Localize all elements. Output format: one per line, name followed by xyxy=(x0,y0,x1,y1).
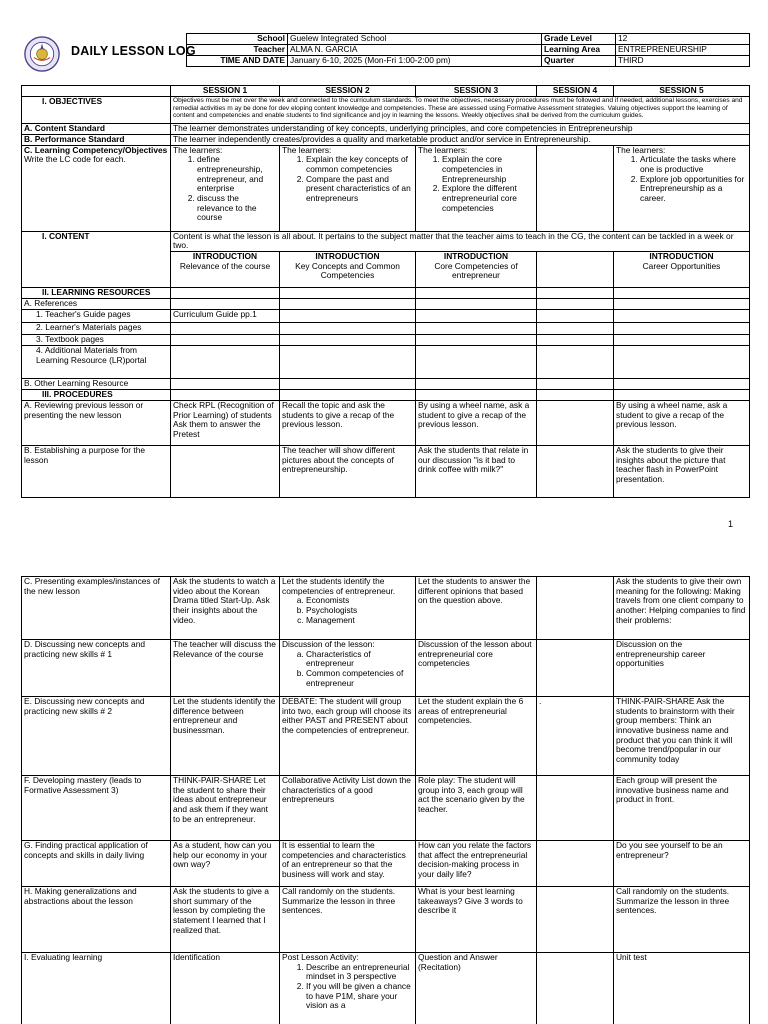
proc-i-label: I. Evaluating learning xyxy=(22,953,171,1024)
proc-h-s1: Ask the students to give a short summary of the lesson by completing the statement I learned that I realized that. xyxy=(171,887,280,953)
content-text: Content is what the lesson is all about. It pertains to the subject matter that the teacher aims to teach in the CG, the content can be tackled in a week or two. xyxy=(171,231,750,251)
competency-label-cell xyxy=(22,145,171,231)
school-label: School xyxy=(187,34,288,45)
proc-a-s5: By using a wheel name, ask a student to give a recap of the previous lesson. xyxy=(614,400,750,445)
header-table xyxy=(186,33,750,67)
time-date-label: TIME AND DATE xyxy=(187,56,288,67)
competency-s3-item: 2. Explore the different entrepreneurial core competencies xyxy=(442,184,534,213)
proc-e-label: E. Discussing new concepts and practicing new skills # 2 xyxy=(22,697,171,776)
proc-i-s5: Unit test xyxy=(614,953,750,1024)
content-s4 xyxy=(537,251,614,287)
page-number: 1 xyxy=(728,519,734,529)
proc-b-s5: Ask the students to give their insights about the picture that teacher flash in PowerPoint presentation. xyxy=(614,445,750,497)
competency-s1-item: 2. discuss the relevance to the course xyxy=(197,194,277,223)
proc-a-label: A. Reviewing previous lesson or presenting the new lesson xyxy=(22,400,171,445)
content-s5 xyxy=(614,251,750,287)
proc-f-s3: Role play: The student will group into 3, each group will act the scenario given by the teacher. xyxy=(416,776,537,841)
grade-level-label: Grade Level xyxy=(542,34,616,45)
competency-s2-item: 2. Compare the past and present characteristics of an entrepreneurs xyxy=(306,175,413,204)
proc-a-s2: Recall the topic and ask the students to give a recap of the previous lesson. xyxy=(280,400,416,445)
content-s3-topic: Core Competencies of entrepreneur xyxy=(434,260,518,281)
content-s1-topic: Relevance of the course xyxy=(179,260,271,271)
resources-label: II. LEARNING RESOURCES xyxy=(22,287,171,298)
proc-i-s2-item: 2. If you will be given a chance to have P1M, share your vision as a xyxy=(306,982,413,1011)
deped-seal-icon xyxy=(24,36,60,72)
objectives-label: I. OBJECTIVES xyxy=(22,96,171,123)
proc-f-s2: Collaborative Activity List down the characteristics of a good entrepreneurs xyxy=(280,776,416,841)
proc-g-s3: How can you relate the factors that affect the entrepreneurial decision-making process in your daily life? xyxy=(416,841,537,887)
content-s3 xyxy=(416,251,537,287)
tg-value: Curriculum Guide pp.1 xyxy=(171,309,280,322)
competency-s1 xyxy=(171,145,280,231)
proc-c-s5: Ask the students to give their own meaning for the following: Making travels from one client company to another: Helping companies to find their problems: xyxy=(614,577,750,640)
competency-s1-item: 1. define entrepreneurship, entrepreneur, and enterprise xyxy=(197,155,277,194)
proc-f-label: F. Developing mastery (leads to Formative Assessment 3) xyxy=(22,776,171,841)
proc-e-s2: DEBATE: The student will group into two, each group will choose its either PAST and PRESENT about the competencies of entrepreneur. xyxy=(280,697,416,776)
proc-c-s2-item: b. Psychologists xyxy=(306,606,413,616)
content-intro: INTRODUCTION xyxy=(443,251,509,261)
competency-s5-item: 2. Explore job opportunities for Entrepreneurship as a career. xyxy=(640,175,747,204)
competency-lead: The learners: xyxy=(282,145,332,155)
proc-i-s3: Question and Answer (Recitation) xyxy=(416,953,537,1024)
competency-s2 xyxy=(280,145,416,231)
proc-c-label: C. Presenting examples/instances of the new lesson xyxy=(22,577,171,640)
competency-s2-item: 1. Explain the key concepts of common competencies xyxy=(306,155,413,174)
competency-sublabel: Write the LC code for each. xyxy=(24,154,126,165)
proc-c-s2-lead: Let the students identify the competencies of entrepreneur. xyxy=(282,576,396,596)
learning-area-label: Learning Area xyxy=(542,45,616,56)
proc-c-s2-item: a. Economists xyxy=(306,596,413,606)
content-s1 xyxy=(171,251,280,287)
content-standard-text: The learner demonstrates understanding of key concepts, underlying principles, and core competencies in Entrepreneurship xyxy=(171,123,750,134)
proc-h-s3: What is your best learning takeaways? Give 3 words to describe it xyxy=(416,887,537,953)
content-s5-topic: Career Opportunities xyxy=(642,260,721,271)
competency-s3 xyxy=(416,145,537,231)
objectives-text: Objectives must be met over the week and connected to the curriculum standards. To meet the objectives, necessary procedures must be followed and if needed, additional lessons, exercises and remedial activities m ay be done for dev eloping content knowledge and competencies. These are assessed using Formative Assessment strategies. Valuing objectives support the learning of content and competencies and enable students to find significance and joy in learning the lessons. Weekly objectives shall be derived from the curriculum guides. xyxy=(171,96,750,123)
school-value: Guelew Integrated School xyxy=(288,34,542,45)
resource-item-additional: 4. Additional Materials from Learning Resource (LR)portal xyxy=(22,345,171,378)
content-s2-topic: Key Concepts and Common Competencies xyxy=(295,260,400,281)
proc-g-s1: As a student, how can you help our economy in your own way? xyxy=(171,841,280,887)
proc-b-label: B. Establishing a purpose for the lesson xyxy=(22,445,171,497)
proc-e-s5: THINK-PAIR-SHARE Ask the students to brainstorm with their group members: Think an innovative business name and product that you can think it will become trend/popular in our community today xyxy=(614,697,750,776)
proc-e-s1: Let the students identify the difference between entrepreneur and businessman. xyxy=(171,697,280,776)
proc-d-s3: Discussion of the lesson about entrepreneurial core competencies xyxy=(416,640,537,697)
content-label: I. CONTENT xyxy=(22,231,171,287)
proc-a-s1: Check RPL (Recognition of Prior Learning) of students Ask them to answer the Pretest xyxy=(171,400,280,445)
proc-f-s5: Each group will present the innovative business name and product in front. xyxy=(614,776,750,841)
proc-d-s2-lead: Discussion of the lesson: xyxy=(282,639,375,649)
proc-g-s5: Do you see yourself to be an entrepreneur? xyxy=(614,841,750,887)
proc-c-s1: Ask the students to watch a video about the Korean Drama titled Start-Up. Ask their insights about the video. xyxy=(171,577,280,640)
proc-c-s2 xyxy=(280,577,416,640)
grade-level-value: 12 xyxy=(616,34,750,45)
corner-cell xyxy=(22,86,171,97)
other-resources-label: B. Other Learning Resource xyxy=(22,378,171,389)
proc-d-s2 xyxy=(280,640,416,697)
procedures-label: III. PROCEDURES xyxy=(22,389,171,400)
proc-i-s1: Identification xyxy=(171,953,280,1024)
content-s2 xyxy=(280,251,416,287)
competency-s3-item: 1. Explain the core competencies in Entrepreneurship xyxy=(442,155,534,184)
proc-e-s4: . xyxy=(537,697,614,776)
proc-a-s3: By using a wheel name, ask a student to give a recap of the previous lesson. xyxy=(416,400,537,445)
competency-lead: The learners: xyxy=(173,145,223,155)
content-intro: INTRODUCTION xyxy=(192,251,258,261)
teacher-value: ALMA N. GARCIA xyxy=(288,45,542,56)
lesson-table-page-2 xyxy=(21,576,750,1024)
proc-d-s5: Discussion on the entrepreneurship career opportunities xyxy=(614,640,750,697)
performance-standard-label: B. Performance Standard xyxy=(22,134,171,145)
competency-label: C. Learning Competency/Objectives xyxy=(24,145,168,155)
proc-h-label: H. Making generalizations and abstractions about the lesson xyxy=(22,887,171,953)
proc-e-s3: Let the student explain the 6 areas of entrepreneurial competencies. xyxy=(416,697,537,776)
competency-lead: The learners: xyxy=(418,145,468,155)
content-intro: INTRODUCTION xyxy=(315,251,380,261)
proc-d-label: D. Discussing new concepts and practicing new skills # 1 xyxy=(22,640,171,697)
session-1-header: SESSION 1 xyxy=(171,86,280,97)
session-3-header: SESSION 3 xyxy=(416,86,537,97)
time-date-value: January 6-10, 2025 (Mon-Fri 1:00-2:00 pm) xyxy=(288,56,542,67)
resource-item-lm: 2. Learner's Materials pages xyxy=(22,322,171,334)
teacher-label: Teacher xyxy=(187,45,288,56)
proc-d-s2-item: a. Characteristics of entrepreneur xyxy=(306,650,413,669)
proc-d-s1: The teacher will discuss the Relevance of the course xyxy=(171,640,280,697)
quarter-value: THIRD xyxy=(616,56,750,67)
quarter-label: Quarter xyxy=(542,56,616,67)
session-4-header: SESSION 4 xyxy=(537,86,614,97)
proc-i-s2-item: 1. Describe an entrepreneurial mindset in 3 perspective xyxy=(306,963,413,982)
session-2-header: SESSION 2 xyxy=(280,86,416,97)
content-standard-label: A. Content Standard xyxy=(22,123,171,134)
proc-b-s2: The teacher will show different pictures about the concepts of entrepreneurship. xyxy=(280,445,416,497)
resource-item-tg: 1. Teacher's Guide pages xyxy=(22,309,171,322)
document-title: DAILY LESSON LOG xyxy=(71,44,196,58)
proc-g-s2: It is essential to learn the competencies and characteristics of an entrepreneur so that the business will work and stay. xyxy=(280,841,416,887)
proc-h-s5: Call randomly on the students. Summarize the lesson in three sentences. xyxy=(614,887,750,953)
proc-d-s2-item: b. Common competencies of entrepreneur xyxy=(306,669,413,688)
proc-i-s2-lead: Post Lesson Activity: xyxy=(282,952,359,962)
performance-standard-text: The learner independently creates/provides a quality and marketable product and/or service in Entrepreneurship. xyxy=(171,134,750,145)
proc-c-s2-item: c. Management xyxy=(306,616,413,626)
session-5-header: SESSION 5 xyxy=(614,86,750,97)
competency-s5 xyxy=(614,145,750,231)
proc-c-s3: Let the students to answer the different opinions that based on the question above. xyxy=(416,577,537,640)
content-intro: INTRODUCTION xyxy=(649,251,714,261)
lesson-table-page-1 xyxy=(21,85,750,498)
proc-f-s1: THINK-PAIR-SHARE Let the student to share their ideas about entrepreneur and ask them if they want to be an entrepreneur. xyxy=(171,776,280,841)
references-label: A. References xyxy=(22,298,171,309)
proc-h-s2: Call randomly on the students. Summarize the lesson in three sentences. xyxy=(280,887,416,953)
learning-area-value: ENTREPRENEURSHIP xyxy=(616,45,750,56)
resource-item-textbook: 3. Textbook pages xyxy=(22,334,171,345)
proc-i-s2 xyxy=(280,953,416,1024)
competency-s4 xyxy=(537,145,614,231)
competency-s5-item: 1. Articulate the tasks where one is productive xyxy=(640,155,747,174)
proc-b-s3: Ask the students that relate in our discussion "is it bad to drink coffee with milk?" xyxy=(416,445,537,497)
proc-g-label: G. Finding practical application of concepts and skills in daily living xyxy=(22,841,171,887)
competency-lead: The learners: xyxy=(616,145,666,155)
